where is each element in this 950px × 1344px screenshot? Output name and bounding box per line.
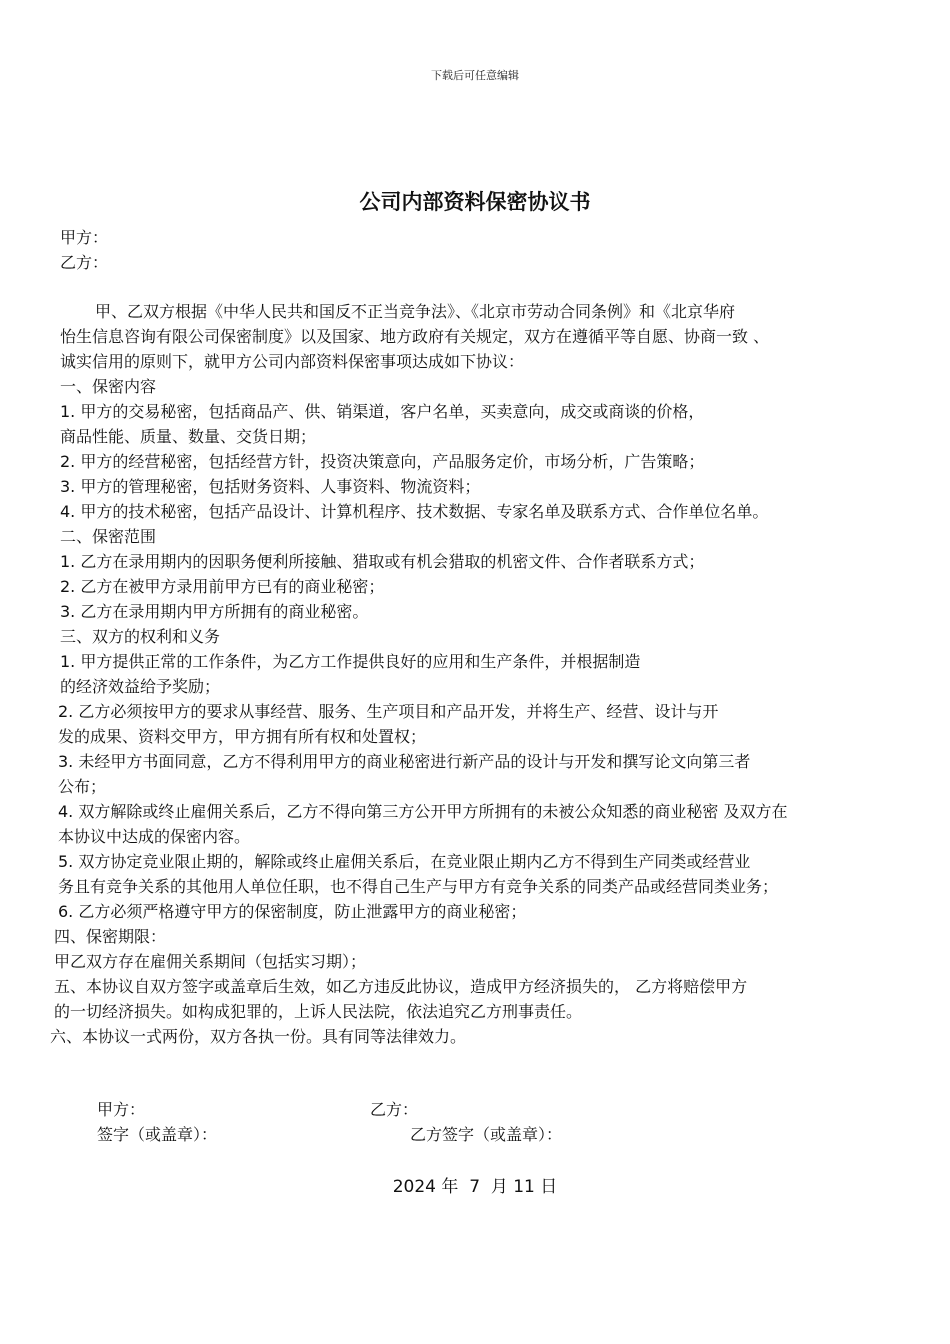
clause-line: 六、本协议一式两份，双方各执一份。具有同等法律效力。 bbox=[50, 1027, 467, 1046]
preamble-line: 诚实信用的原则下，就甲方公司内部资料保密事项达成如下协议： bbox=[60, 352, 525, 371]
clause-line: 1. 乙方在录用期内的因职务便利所接触、猎取或有机会猎取的机密文件、合作者联系方式； bbox=[60, 552, 705, 571]
party-b-label: 乙方： bbox=[60, 253, 109, 272]
clause-line: 5. 双方协定竞业限止期的，解除或终止雇佣关系后，在竞业限止期内乙方不得到生产同类或经营业 bbox=[58, 852, 751, 871]
clause-line: 6. 乙方必须严格遵守甲方的保密制度，防止泄露甲方的商业秘密； bbox=[58, 902, 527, 921]
signature-a-sign: 签字（或盖章）： bbox=[97, 1125, 218, 1144]
clause-line: 2. 乙方必须按甲方的要求从事经营、服务、生产项目和产品开发，并将生产、经营、设计与开 bbox=[58, 702, 719, 721]
clause-line: 4. 甲方的技术秘密，包括产品设计、计算机程序、技术数据、专家名单及联系方式、合作单位名单。 bbox=[60, 502, 769, 521]
clause-line: 本协议中达成的保密内容。 bbox=[58, 827, 251, 846]
section-heading: 四、保密期限： bbox=[54, 927, 167, 946]
signature-a-label: 甲方： bbox=[97, 1100, 146, 1119]
clause-line: 3. 乙方在录用期内甲方所拥有的商业秘密。 bbox=[60, 602, 369, 621]
clause-line: 的一切经济损失。如构成犯罪的，上诉人民法院，依法追究乙方刑事责任。 bbox=[54, 1002, 583, 1021]
clause-line: 的经济效益给予奖励； bbox=[60, 677, 221, 696]
clause-line: 2. 乙方在被甲方录用前甲方已有的商业秘密； bbox=[60, 577, 385, 596]
clause-line: 3. 未经甲方书面同意，乙方不得利用甲方的商业秘密进行新产品的设计与开发和撰写论文向第三者 bbox=[58, 752, 751, 771]
clause-line: 1. 甲方提供正常的工作条件，为乙方工作提供良好的应用和生产条件，并根据制造 bbox=[60, 652, 641, 671]
clause-line: 务且有竞争关系的其他用人单位任职，也不得自己生产与甲方有竞争关系的同类产品或经营同类业务； bbox=[58, 877, 779, 896]
section-heading: 三、双方的权利和义务 bbox=[60, 627, 221, 646]
clause-line: 4. 双方解除或终止雇佣关系后，乙方不得向第三方公开甲方所拥有的未被公众知悉的商业秘密 及双方在 bbox=[58, 802, 788, 821]
agreement-date: 2024 年 7 月 11 日 bbox=[392, 1177, 558, 1197]
header-note: 下载后可任意编辑 bbox=[431, 69, 519, 82]
signature-b-sign: 乙方签字（或盖章）： bbox=[410, 1125, 563, 1144]
document-title: 公司内部资料保密协议书 bbox=[359, 190, 591, 214]
preamble-line: 甲、乙双方根据《中华人民共和国反不正当竞争法》、《北京市劳动合同条例》和《北京华府 bbox=[95, 302, 736, 321]
section-heading: 二、保密范围 bbox=[60, 527, 157, 546]
clause-line: 甲乙双方存在雇佣关系期间（包括实习期）； bbox=[54, 952, 367, 971]
clause-line: 公布； bbox=[58, 777, 107, 796]
clause-line: 商品性能、质量、数量、交货日期； bbox=[60, 427, 317, 446]
party-a-label: 甲方： bbox=[60, 228, 109, 247]
clause-line: 3. 甲方的管理秘密，包括财务资料、人事资料、物流资料； bbox=[60, 477, 481, 496]
section-heading: 一、保密内容 bbox=[60, 377, 157, 396]
signature-b-label: 乙方： bbox=[370, 1100, 419, 1119]
preamble-line: 怡生信息咨询有限公司保密制度》以及国家、地方政府有关规定，双方在遵循平等自愿、协商一致 、 bbox=[60, 327, 770, 346]
clause-line: 五、本协议自双方签字或盖章后生效，如乙方违反此协议，造成甲方经济损失的， 乙方将赔偿甲方 bbox=[54, 977, 748, 996]
clause-line: 2. 甲方的经营秘密，包括经营方针，投资决策意向，产品服务定价，市场分析，广告策略； bbox=[60, 452, 705, 471]
clause-line: 发的成果、资料交甲方，甲方拥有所有权和处置权； bbox=[58, 727, 427, 746]
clause-line: 1. 甲方的交易秘密，包括商品产、供、销渠道，客户名单，买卖意向，成交或商谈的价格， bbox=[60, 402, 705, 421]
